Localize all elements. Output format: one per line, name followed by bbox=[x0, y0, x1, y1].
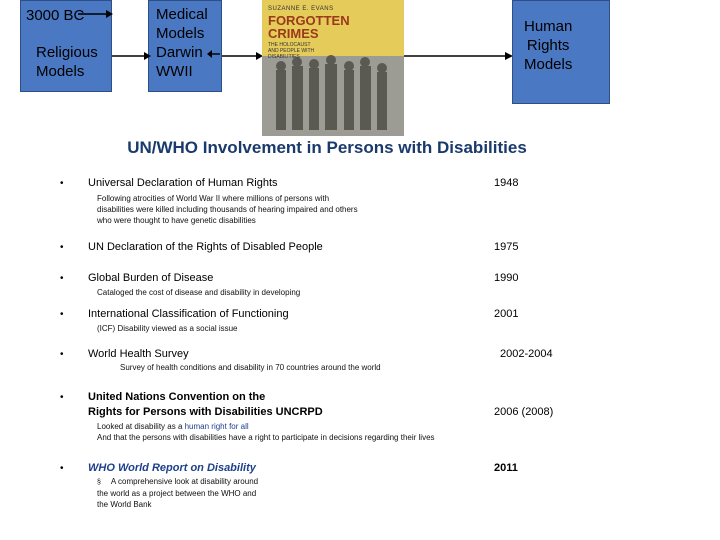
entry-title-line1: United Nations Convention on the bbox=[88, 391, 266, 403]
entry-note: Survey of health conditions and disability in 70 countries around the world bbox=[120, 363, 381, 372]
bullet: • bbox=[60, 392, 64, 403]
entry-title: Global Burden of Disease bbox=[88, 272, 214, 284]
label-3000bc: 3000 BC bbox=[26, 7, 85, 24]
book-author: SUZANNE E. EVANS bbox=[268, 6, 334, 12]
page-title-text: UN/WHO Involvement in Persons with Disabilities bbox=[127, 138, 527, 157]
bullet: • bbox=[60, 178, 64, 189]
arrow-left-icon bbox=[207, 48, 221, 60]
entry-note bbox=[97, 476, 258, 488]
entry-title: World Health Survey bbox=[88, 348, 189, 360]
book-title bbox=[268, 14, 350, 40]
page-title bbox=[0, 138, 720, 158]
entry-title: Universal Declaration of Human Rights bbox=[88, 177, 278, 189]
sub-bullet: § bbox=[97, 479, 101, 486]
label-religious-models: Religious Models bbox=[36, 44, 98, 80]
entry-note bbox=[97, 421, 249, 432]
entry-year: 2001 bbox=[494, 308, 519, 320]
bullet: • bbox=[60, 273, 64, 284]
label-medical-models: Medical Models Darwin WWII bbox=[156, 6, 208, 80]
book-subtitle-line1: THE HOLOCAUST bbox=[268, 42, 311, 48]
label-human-rights-models: Human Rights Models bbox=[524, 18, 573, 73]
entry-year: 2006 (2008) bbox=[494, 406, 554, 418]
entry-note: Following atrocities of World War II where millions of persons with bbox=[97, 194, 330, 203]
entry-note: disabilities were killed including thousands of hearing impaired and others bbox=[97, 205, 358, 214]
entry-title: WHO World Report on Disability bbox=[88, 462, 256, 474]
arrow-right-icon bbox=[78, 8, 114, 20]
entry-note: And that the persons with disabilities have a right to participate in decisions regarding their lives bbox=[97, 433, 435, 442]
bullet: • bbox=[60, 349, 64, 360]
bullet: • bbox=[60, 463, 64, 474]
entry-note: (ICF) Disability viewed as a social issue bbox=[97, 324, 238, 333]
entry-title: International Classification of Functioning bbox=[88, 308, 289, 320]
entry-note-highlight: human right for all bbox=[184, 422, 249, 431]
bullet: • bbox=[60, 242, 64, 253]
book-subtitle-line3: DISABILITIES bbox=[268, 54, 300, 60]
book-subtitle-line2: AND PEOPLE WITH bbox=[268, 48, 315, 54]
entry-note-text: A comprehensive look at disability around bbox=[110, 477, 259, 486]
book-cover-image bbox=[262, 0, 404, 136]
arrow-medical-to-book-icon bbox=[222, 50, 264, 62]
arrow-religious-to-medical-icon bbox=[112, 50, 152, 62]
entry-year: 2002-2004 bbox=[500, 348, 553, 360]
entry-year: 1990 bbox=[494, 272, 519, 284]
entry-title: UN Declaration of the Rights of Disabled People bbox=[88, 241, 323, 253]
entry-note: who were thought to have genetic disabilities bbox=[97, 216, 256, 225]
entry-note: the world as a project between the WHO and bbox=[97, 489, 257, 498]
entry-year: 2011 bbox=[494, 462, 518, 474]
book-subtitle bbox=[268, 42, 314, 60]
entry-year: 1975 bbox=[494, 241, 519, 253]
entry-year: 1948 bbox=[494, 177, 519, 189]
entry-note: the World Bank bbox=[97, 500, 152, 509]
entry-note: Cataloged the cost of disease and disability in developing bbox=[97, 288, 301, 297]
entry-title-line2: Rights for Persons with Disabilities UNCRPD bbox=[88, 406, 323, 418]
arrow-book-to-rights-icon bbox=[404, 50, 514, 62]
bullet: • bbox=[60, 309, 64, 320]
book-title-line2: CRIMES bbox=[268, 26, 319, 41]
book-title-line1: FORGOTTEN bbox=[268, 13, 350, 28]
entry-note-text: Looked at disability as a bbox=[97, 422, 185, 431]
